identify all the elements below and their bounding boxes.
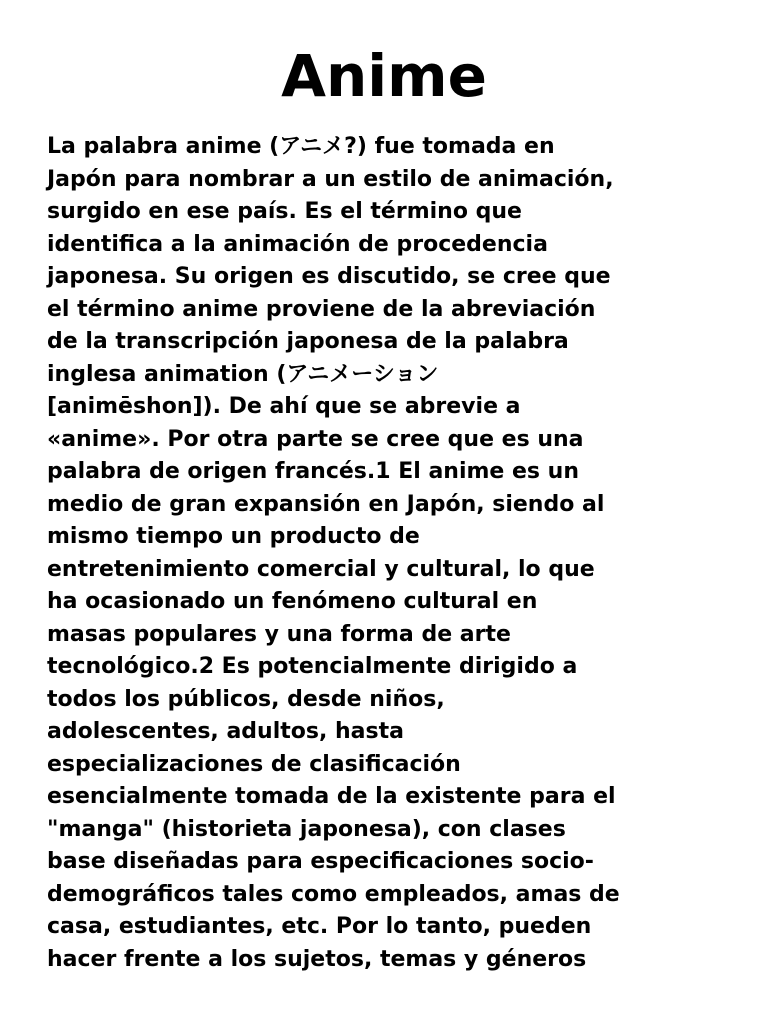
body-line: casa, estudiantes, etc. Por lo tanto, pueden <box>47 914 592 939</box>
body-line: especializaciones de clasificación <box>47 751 461 777</box>
body-line: surgido en ese país. Es el término que <box>47 199 522 224</box>
body-line: "manga" (historieta japonesa), con clases <box>47 816 566 842</box>
body-line: tecnológico.2 Es potencialmente dirigido a <box>47 654 578 679</box>
body-line: [animēshon]). De ahí que se abrevie a <box>47 394 521 419</box>
body-line: adolescentes, adultos, hasta <box>47 719 404 744</box>
body-line: palabra de origen francés.1 El anime es un <box>47 459 579 484</box>
body-line: «anime». Por otra parte se cree que es una <box>47 426 584 452</box>
body-line: mismo tiempo un producto de <box>47 524 420 549</box>
body-line: esencialmente tomada de la existente para el <box>47 784 616 809</box>
body-line: inglesa animation (アニメーション <box>47 361 439 387</box>
body-line: el término anime proviene de la abreviación <box>47 296 596 322</box>
body-line: Japón para nombrar a un estilo de animación, <box>47 166 614 192</box>
body-line: hacer frente a los sujetos, temas y géneros <box>47 946 587 972</box>
body-line: japonesa. Su origen es discutido, se cree que <box>47 264 611 289</box>
body-line: entretenimiento comercial y cultural, lo que <box>47 556 595 582</box>
body-line: demográficos tales como empleados, amas de <box>47 881 620 907</box>
document-title: Anime <box>281 42 487 110</box>
body-line: todos los públicos, desde niños, <box>47 686 445 712</box>
body-line: base diseñadas para especificaciones socio- <box>47 849 594 874</box>
document-body <box>47 131 737 976</box>
body-line: masas populares y una forma de arte <box>47 621 511 647</box>
body-line: de la transcripción japonesa de la palabra <box>47 329 569 354</box>
body-line: medio de gran expansión en Japón, siendo al <box>47 491 605 517</box>
body-line: La palabra anime (アニメ?) fue tomada en <box>47 134 555 159</box>
body-line: identifica a la animación de procedencia <box>47 231 548 257</box>
body-line: ha ocasionado un fenómeno cultural en <box>47 589 538 614</box>
